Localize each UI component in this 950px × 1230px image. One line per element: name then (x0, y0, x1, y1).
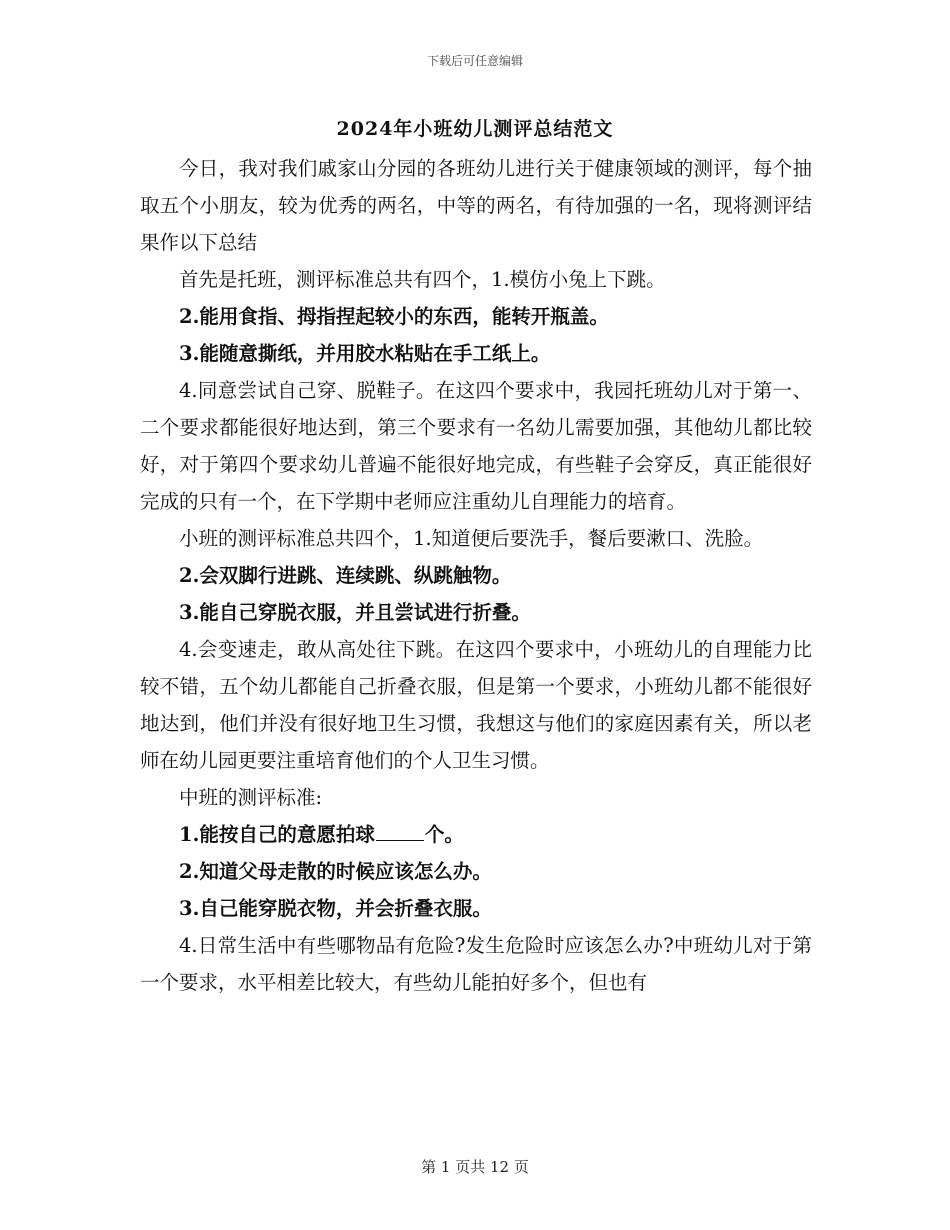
paragraph-nursery-item-2: 2.能用食指、拇指捏起较小的东西，能转开瓶盖。 (179, 305, 609, 328)
paragraph-small-class-item-3: 3.能自己穿脱衣服，并且尝试进行折叠。 (179, 601, 531, 624)
paragraph-nursery-item-3: 3.能随意撕纸，并用胶水粘贴在手工纸上。 (179, 342, 551, 365)
paragraph-small-class-standards: 小班的测评标准总共四个，1.知道便后要洗手，餐后要漱口、洗脸。 (179, 527, 764, 550)
fill-in-blank (376, 822, 424, 841)
paragraph-middle-class-heading: 中班的测评标准: (179, 786, 323, 809)
paragraph-nursery-standards: 首先是托班，测评标准总共有四个，1.模仿小兔上下跳。 (179, 268, 666, 291)
page-footer: 第 1 页共 12 页 (421, 1158, 529, 1176)
document-body (140, 150, 812, 1001)
paragraph-intro: 今日，我对我们戚家山分园的各班幼儿进行关于健康领域的测评，每个抽取五个小朋友，较为优秀的两名，中等的两名，有待加强的一名，现将测评结果作以下总结 (140, 157, 812, 254)
document-title: 2024年小班幼儿测评总结范文 (336, 118, 614, 140)
paragraph-middle-class-item-3: 3.自己能穿脱衣物，并会折叠衣服。 (179, 897, 492, 920)
item-text-before-blank: 1.能按自己的意愿拍球 (179, 823, 375, 846)
paragraph-small-class-item-2: 2.会双脚行进跳、连续跳、纵跳触物。 (179, 564, 512, 587)
paragraph-small-class-item-4: 4.会变速走，敢从高处往下跳。在这四个要求中，小班幼儿的自理能力比较不错，五个幼儿都能自己折叠衣服，但是第一个要求，小班幼儿都不能很好地达到，他们并没有很好地卫生习惯，我想这与他们的家庭因素有关，所以老师在幼儿园更要注重培育他们的个人卫生习惯。 (140, 638, 812, 772)
item-text-after-blank: 个。 (424, 823, 464, 846)
paragraph-nursery-item-4: 4.同意尝试自己穿、脱鞋子。在这四个要求中，我园托班幼儿对于第一、二个要求都能很好地达到，第三个要求有一名幼儿需要加强，其他幼儿都比较好，对于第四个要求幼儿普遍不能很好地完成，有些鞋子会穿反，真正能很好完成的只有一个，在下学期中老师应注重幼儿自理能力的培育。 (140, 379, 812, 513)
paragraph-middle-class-item-2: 2.知道父母走散的时候应该怎么办。 (179, 860, 492, 883)
paragraph-middle-class-item-1 (140, 816, 812, 853)
page-header: 下载后可任意编辑 (426, 54, 523, 68)
paragraph-middle-class-item-4: 4.日常生活中有些哪物品有危险?发生危险时应该怎么办?中班幼儿对于第一个要求，水平相差比较大，有些幼儿能拍好多个，但也有 (140, 934, 812, 994)
